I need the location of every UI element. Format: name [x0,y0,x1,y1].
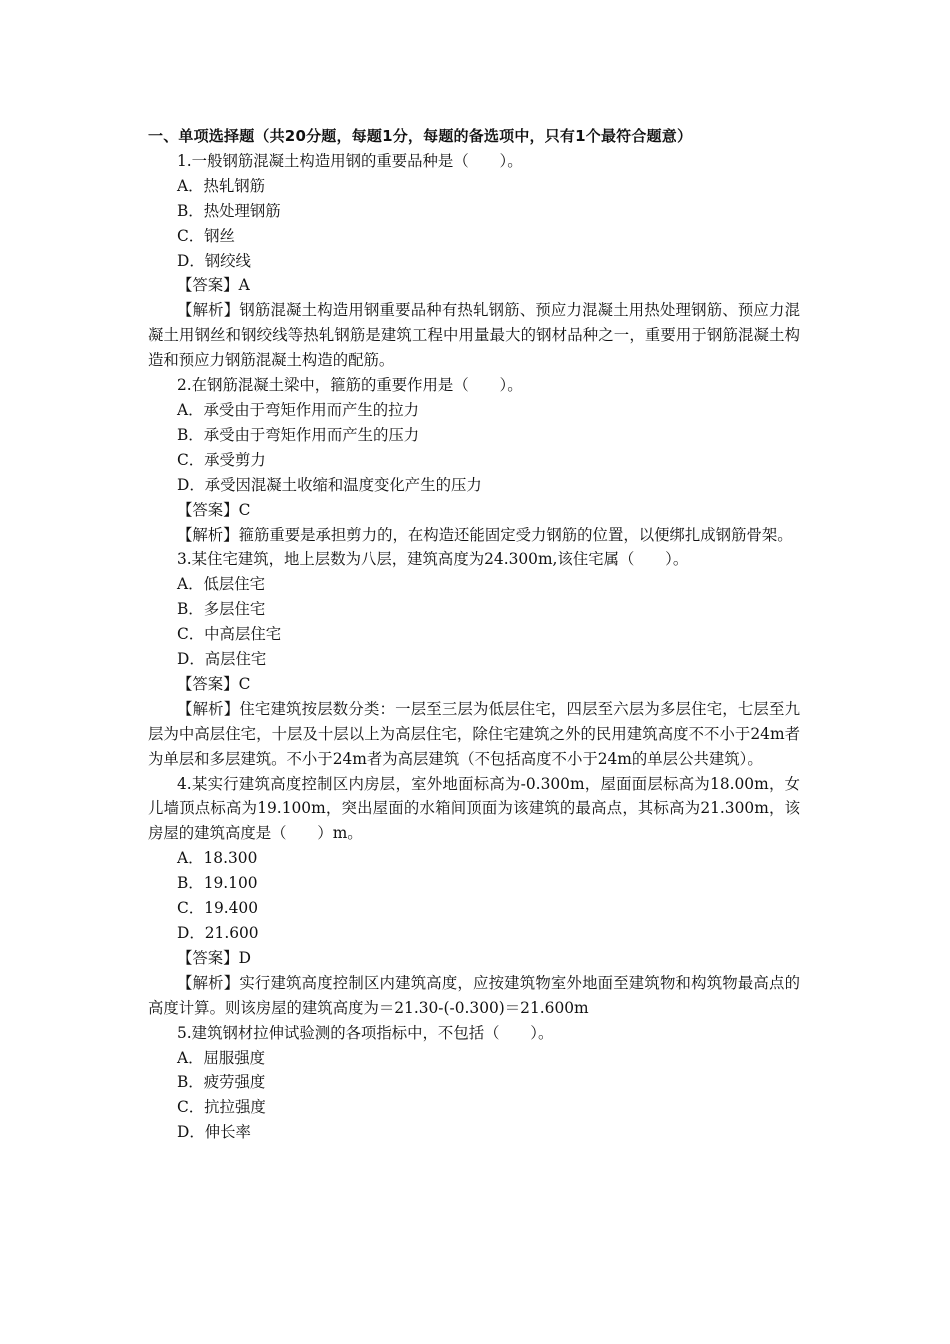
question-3 [148,547,800,771]
option-a: A．低层住宅 [177,575,266,594]
option-b: B．热处理钢筋 [177,201,281,220]
option-a: A．屈服强度 [177,1048,266,1067]
option-b: B．承受由于弯矩作用而产生的压力 [177,425,420,444]
option-a: A．热轧钢筋 [177,176,266,195]
answer: 【答案】A [177,276,250,295]
option-b: B．疲劳强度 [177,1073,266,1092]
option-c: C．抗拉强度 [177,1098,266,1117]
answer: 【答案】C [177,500,251,519]
analysis: 【解析】实行建筑高度控制区内建筑高度，应按建筑物室外地面至建筑物和构筑物最高点的高度计算。则该房屋的建筑高度为＝21.30-(-0.300)＝21.600m [148,973,800,1017]
analysis: 【解析】住宅建筑按层数分类：一层至三层为低层住宅，四层至六层为多层住宅，七层至九层为中高层住宅，十层及十层以上为高层住宅，除住宅建筑之外的民用建筑高度不不小于24m者为单层和多层建筑。不小于24m者为高层建筑（不包括高度不小于24m的单层公共建筑）。 [148,699,800,768]
answer: 【答案】C [177,674,251,693]
option-d: D．承受因混凝土收缩和温度变化产生的压力 [177,475,482,494]
option-b: B．19.100 [177,874,258,893]
option-a: A．承受由于弯矩作用而产生的拉力 [177,400,419,419]
question-5 [148,1021,800,1146]
option-d: D．21.600 [177,924,259,942]
question-4 [148,772,800,1021]
option-d: D．伸长率 [177,1123,251,1142]
answer: 【答案】D [177,948,251,967]
question-1 [148,149,800,373]
option-d: D．钢绞线 [177,251,251,270]
analysis: 【解析】箍筋重要是承担剪力的，在构造还能固定受力钢筋的位置，以便绑扎成钢筋骨架。 [177,525,793,544]
question-2 [148,373,800,547]
option-c: C．中高层住宅 [177,625,282,644]
option-b: B．多层住宅 [177,600,266,619]
section-title: 一、单项选择题（共20分题，每题1分，每题的备选项中，只有1个最符合题意） [148,127,693,145]
question-stem: 1.一般钢筋混凝土构造用钢的重要品种是（ ）。 [177,151,523,170]
option-c: C．钢丝 [177,226,235,245]
question-stem: 3.某住宅建筑，地上层数为八层，建筑高度为24.300m,该住宅属（ ）。 [177,550,689,569]
analysis: 【解析】钢筋混凝土构造用钢重要品种有热轧钢筋、预应力混凝土用热处理钢筋、预应力混凝土用钢丝和钢绞线等热轧钢筋是建筑工程中用量最大的钢材品种之一，重要用于钢筋混凝土构造和预应力钢筋混凝土构造的配筋。 [148,301,800,370]
option-d: D．高层住宅 [177,650,267,669]
option-a: A．18.300 [177,849,258,868]
document-page [148,124,800,1145]
option-c: C．19.400 [177,899,259,918]
option-c: C．承受剪力 [177,450,266,469]
question-stem: 4.某实行建筑高度控制区内房层，室外地面标高为-0.300m，屋面面层标高为18.00m，女儿墙顶点标高为19.100m，突出屋面的水箱间顶面为该建筑的最高点，其标高为21.300m，该房屋的建筑高度是（ ）m。 [148,774,800,843]
question-stem: 2.在钢筋混凝土梁中，箍筋的重要作用是（ ）。 [177,376,523,395]
question-stem: 5.建筑钢材拉伸试验测的各项指标中，不包括（ ）。 [177,1023,554,1042]
